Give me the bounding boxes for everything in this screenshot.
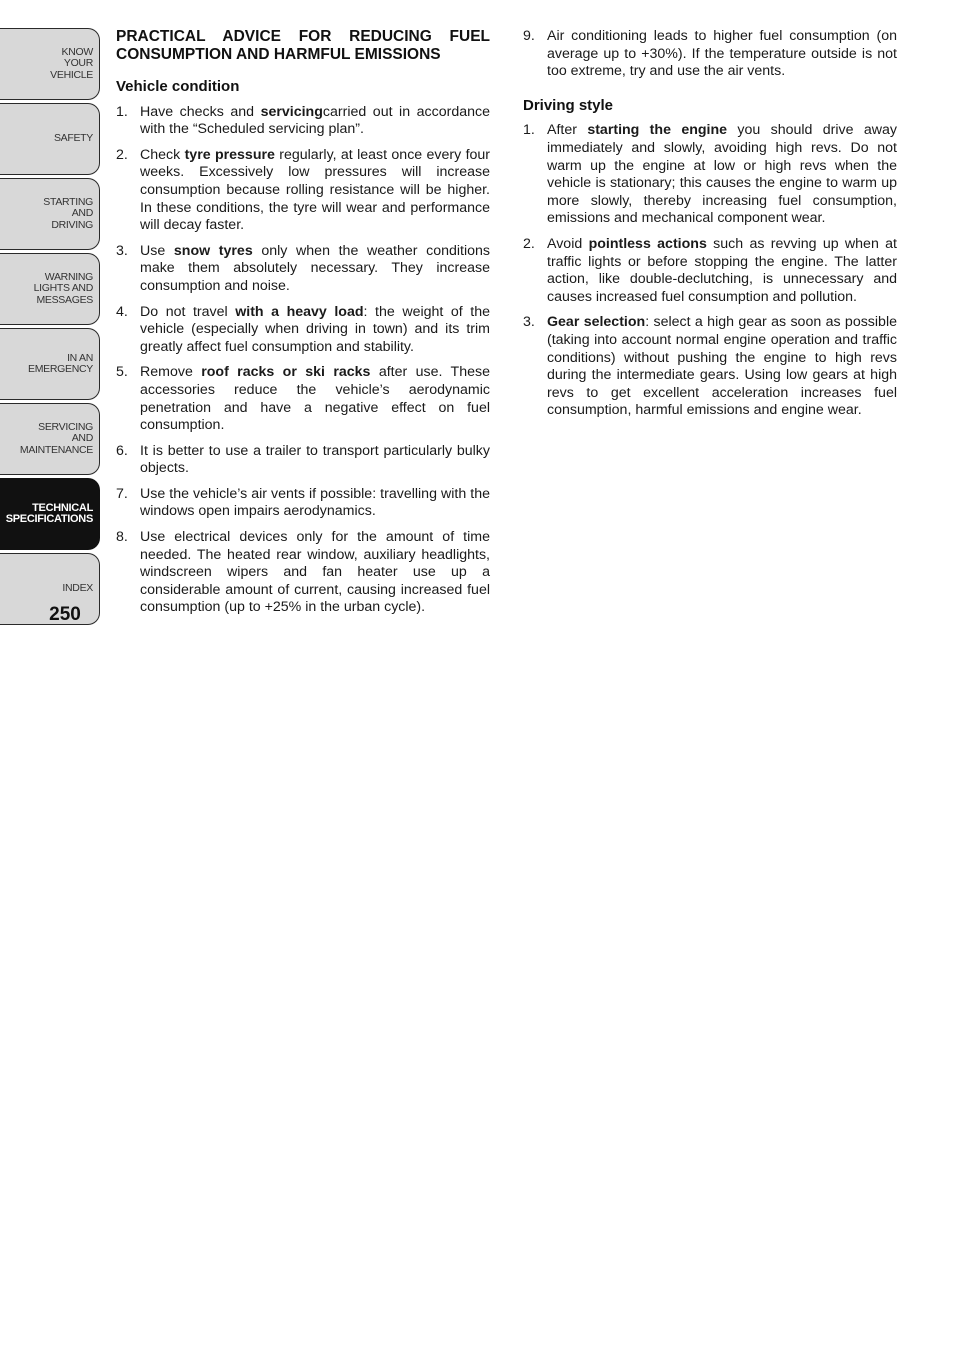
item-text: after use. These accessories reduce the vehicle’s aerodynamic penetration and have a negative effect on fuel consumption.: [140, 364, 490, 434]
item-text: Have checks and: [140, 103, 261, 120]
item-number: 8.: [116, 529, 128, 546]
item-number: 2.: [523, 235, 535, 252]
tab-in-an-emergency[interactable]: IN AN EMERGENCY: [0, 328, 100, 400]
item-text: Use electrical devices only for the amount of time needed. The heated rear window, auxiliary headlights, windscreen wipers and fan heater use up a considerable amount of current, causing increased fuel consumption (up to +25% in the urban cycle).: [140, 529, 490, 616]
list-item: [116, 529, 490, 617]
item-keyword: Gear selection: [547, 314, 646, 331]
list-item: [523, 236, 897, 306]
item-number: 9.: [523, 28, 535, 44]
item-text: Use: [140, 242, 174, 259]
item-text: only when the weather conditions make them absolutely necessary. They increase consumption and noise.: [140, 242, 491, 294]
item-number: 6.: [116, 442, 128, 459]
list-item: [116, 304, 490, 357]
item-text: Remove: [140, 364, 202, 381]
tab-warning-lights[interactable]: WARNING LIGHTS AND MESSAGES: [0, 253, 100, 325]
item-number: 1.: [116, 103, 128, 120]
item-number: 1.: [523, 122, 535, 139]
list-item: [116, 147, 490, 235]
driving-style-heading: Driving style: [523, 96, 614, 114]
list-item: [523, 122, 897, 228]
item-text: It is better to use a trailer to transport particularly bulky objects.: [140, 442, 490, 477]
right-column: [523, 28, 897, 428]
item-keyword: snow tyres: [173, 242, 253, 259]
article-title: PRACTICAL ADVICE FOR REDUCING FUEL CONSUMPTION AND HARMFUL EMISSIONS: [116, 28, 490, 63]
tab-servicing[interactable]: SERVICING AND MAINTENANCE: [0, 403, 100, 475]
item-text: Avoid: [547, 235, 589, 252]
list-item: [523, 314, 897, 420]
item-number: 2.: [116, 146, 128, 163]
item-text: regularly, at least once every four weeks. Excessively low pressures will increase consumption because rolling resistance will be higher. In these conditions, the tyre will wear and performance will decay faster.: [140, 146, 491, 234]
item-number: 5.: [116, 364, 128, 381]
page-number: 250: [49, 604, 81, 625]
vehicle-condition-heading: Vehicle condition: [116, 78, 240, 95]
tab-starting-and-driving[interactable]: STARTING AND DRIVING: [0, 178, 100, 250]
list-item: [116, 443, 490, 478]
item-text: Do not travel: [140, 303, 236, 320]
item-keyword: roof racks or ski racks: [201, 364, 371, 381]
item-text: After: [547, 122, 588, 139]
tab-technical-specifications[interactable]: TECHNICAL SPECIFICATIONS: [0, 478, 100, 550]
item-keyword: starting the engine: [587, 122, 728, 139]
item-text: Use the vehicle’s air vents if possible: travelling with the windows open impairs aerodynamics.: [140, 485, 490, 520]
item-number: 3.: [523, 314, 535, 331]
item-keyword: pointless actions: [588, 235, 707, 252]
item-text: : select a high gear as soon as possible (taking into account normal engine operation and traffic conditions) without pushing the engine to high revs during the intermediate gears. Using low gears at high revs to get excellent acceleration increases fuel consumption, harmful emissions and engine wear.: [547, 314, 897, 419]
tab-know-your-vehicle[interactable]: KNOW YOUR VEHICLE: [0, 28, 100, 100]
tab-safety[interactable]: SAFETY: [0, 103, 100, 175]
list-item: [116, 104, 490, 139]
item-text: such as revving up when at traffic lights or before stopping the engine. The latter action, like double-declutching, is unnecessary and causes increased fuel consumption and pollution.: [547, 235, 897, 305]
item-keyword: tyre pressure: [184, 146, 275, 163]
tab-index[interactable]: INDEX: [0, 553, 100, 625]
item-text: you should drive away immediately and slowly, avoiding high revs. Do not warm up the engine at low or high revs when the vehicle is stationary; this causes the engine to warm up more slowly, thereby increasing fuel consumption, emissions and mechanical component wear.: [547, 122, 897, 227]
item-number: 7.: [116, 485, 128, 502]
item-keyword: servicing: [260, 103, 323, 120]
list-item: [116, 364, 490, 434]
item-number: 4.: [116, 303, 128, 320]
list-item: [116, 243, 490, 296]
item-number: 3.: [116, 242, 128, 259]
left-column: [116, 28, 490, 625]
item-text: Air conditioning leads to higher fuel consumption (on average up to +30%). If the temperature outside is not too extreme, try and use the air vents.: [547, 28, 897, 80]
item-text: carried out in accordance with the “Scheduled servicing plan”.: [140, 103, 490, 138]
list-item: [523, 28, 897, 81]
item-text: : the weight of the vehicle (especially when driving in town) and its trim greatly affect fuel consumption and stability.: [140, 303, 490, 355]
item-keyword: with a heavy load: [235, 303, 364, 320]
item-text: Check: [140, 146, 185, 163]
list-item: [116, 486, 490, 521]
